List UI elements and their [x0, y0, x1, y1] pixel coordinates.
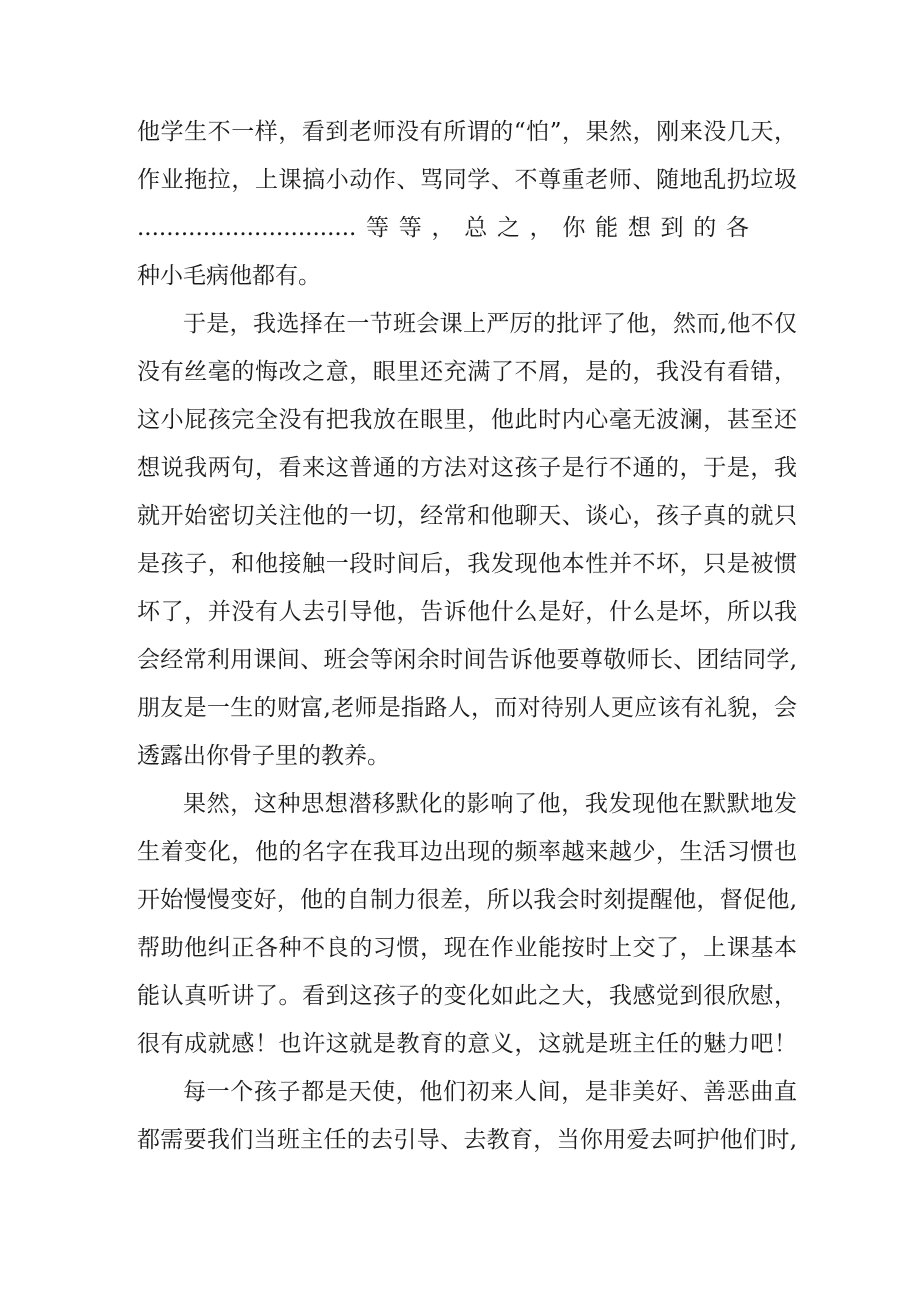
text-line: 帮助他纠正各种不良的习惯，现在作业能按时上交了，上课基本 [137, 935, 797, 961]
text-line: 种小毛病他都有。 [137, 263, 321, 289]
text-line: 作业拖拉，上课搞小动作、骂同学、不尊重老师、随地乱扔垃圾 [137, 167, 797, 193]
text-line: 就开始密切关注他的一切，经常和他聊天、谈心，孩子真的就只 [137, 503, 797, 529]
text-line: ..............................等等，总之，你能想到的各 [137, 215, 749, 241]
text-line: 开始慢慢变好，他的自制力很差，所以我会时刻提醒他，督促他, [137, 887, 797, 913]
text-line: 能认真听讲了。看到这孩子的变化如此之大，我感觉到很欣慰， [137, 983, 797, 1009]
text-line: 都需要我们当班主任的去引导、去教育，当你用爱去呵护他们时, [137, 1127, 797, 1153]
text-line: 生着变化，他的名字在我耳边出现的频率越来越少，生活习惯也 [137, 839, 797, 865]
text-line: 是孩子，和他接触一段时间后，我发现他本性并不坏，只是被惯 [137, 551, 797, 577]
text-line: 每一个孩子都是天使，他们初来人间，是非美好、善恶曲直 [183, 1079, 797, 1105]
text-line: 朋友是一生的财富,老师是指路人，而对待别人更应该有礼貌，会 [137, 695, 797, 721]
text-line: 坏了，并没有人去引导他，告诉他什么是好，什么是坏，所以我 [137, 599, 797, 625]
text-line: 于是，我选择在一节班会课上严厉的批评了他，然而,他不仅 [183, 311, 797, 337]
text-line: 很有成就感！也许这就是教育的意义，这就是班主任的魅力吧！ [137, 1031, 797, 1057]
text-line: 他学生不一样，看到老师没有所谓的“怕”，果然，刚来没几天， [137, 119, 797, 145]
text-line: 没有丝毫的悔改之意，眼里还充满了不屑，是的，我没有看错， [137, 359, 797, 385]
text-line: 透露出你骨子里的教养。 [137, 743, 390, 769]
text-line: 这小屁孩完全没有把我放在眼里，他此时内心毫无波澜，甚至还 [137, 407, 797, 433]
text-line: 果然，这种思想潜移默化的影响了他，我发现他在默默地发 [183, 791, 797, 817]
text-line: 会经常利用课间、班会等闲余时间告诉他要尊敬师长、团结同学, [137, 647, 797, 673]
text-line: 想说我两句，看来这普通的方法对这孩子是行不通的，于是，我 [137, 455, 797, 481]
